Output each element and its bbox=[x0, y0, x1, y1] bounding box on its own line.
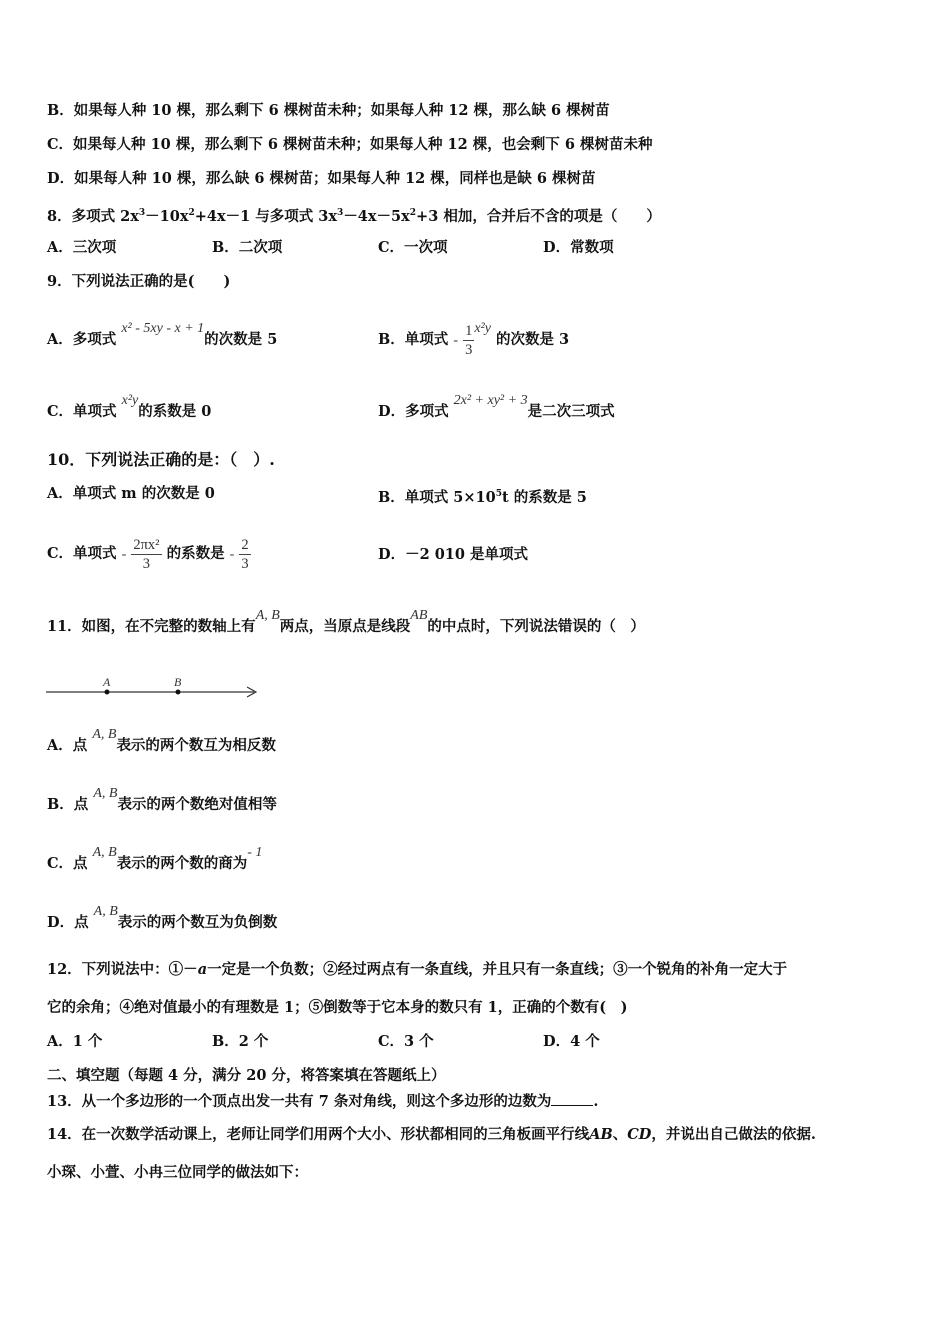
q12-option-d: D．4 个 bbox=[543, 1033, 600, 1050]
q9-a-expression: x² - 5xy - x + 1 bbox=[121, 321, 205, 336]
q10-c-coefficient: $\frac{2}{3}$ bbox=[241, 536, 249, 572]
q8-option-c: C．一次项 bbox=[378, 239, 448, 256]
q10-option-a: A．单项式 m 的次数是 0 bbox=[47, 485, 215, 502]
q8-option-a: A．三次项 bbox=[47, 239, 117, 256]
point-a bbox=[105, 690, 110, 695]
q14-stem-line1: 14．在一次数学活动课上，老师让同学们用两个大小、形状都相同的三角板画平行线AB、CD，并说出自己做法的依据. bbox=[47, 1126, 816, 1143]
q12-option-b: B．2 个 bbox=[212, 1033, 269, 1050]
q10-option-b: B．单项式 $5\times 10^5t$ 的系数是 5 bbox=[378, 488, 587, 506]
q9-c-expression: x²y bbox=[121, 393, 139, 408]
q12-stem-line2: 它的余角；④绝对值最小的有理数是 1；⑤倒数等于它本身的数只有 1，正确的个数有( ) bbox=[47, 999, 628, 1016]
q10-c-fraction: $\frac{\text{2πx²}}{3}$ bbox=[133, 536, 160, 572]
q14-stem-line2: 小琛、小萱、小冉三位同学的做法如下： bbox=[47, 1164, 308, 1181]
q11-option-b: B．点 A, B表示的两个数绝对值相等 bbox=[47, 786, 277, 813]
q7-option-b: B．如果每人种 10 棵，那么剩下 6 棵树苗未种；如果每人种 12 棵，那么缺 6 棵树苗 bbox=[47, 102, 610, 119]
q8-option-b: B．二次项 bbox=[212, 239, 283, 256]
q8-option-d: D．常数项 bbox=[543, 239, 614, 256]
q9-option-c: C．单项式 x²y的系数是 0 bbox=[47, 393, 212, 420]
q11-option-a: A．点 A, B表示的两个数互为相反数 bbox=[47, 727, 276, 754]
q9-stem: 9．下列说法正确的是( ) bbox=[47, 273, 231, 290]
number-line-figure bbox=[44, 672, 264, 702]
q12-stem-line1: 12．下列说法中：①－a一定是一个负数；②经过两点有一条直线，并且只有一条直线；③一个锐角的补角一定大于 bbox=[47, 961, 788, 978]
q9-b-fraction: $\frac{1}{3}$ bbox=[465, 322, 473, 358]
q13-stem: 13．从一个多边形的一个顶点出发一共有 7 条对角线，则这个多边形的边数为 . bbox=[47, 1093, 599, 1110]
q11-option-c: C．点 A, B表示的两个数的商为- 1 bbox=[47, 845, 263, 872]
q7-option-c: C．如果每人种 10 棵，那么剩下 6 棵树苗未种；如果每人种 12 棵，也会剩下 6 棵树苗未种 bbox=[47, 136, 653, 153]
q12-option-c: C．3 个 bbox=[378, 1033, 434, 1050]
q7-option-d: D．如果每人种 10 棵，那么缺 6 棵树苗；如果每人种 12 棵，同样也是缺 6 棵树苗 bbox=[47, 170, 596, 187]
q10-option-d: D．－2 010 是单项式 bbox=[378, 546, 529, 563]
q10-stem: 10．下列说法正确的是：（ ）. bbox=[47, 450, 275, 469]
q12-option-a: A．1 个 bbox=[47, 1033, 103, 1050]
q11-stem: 11．如图，在不完整的数轴上有A, B两点，当原点是线段AB的中点时，下列说法错误的（ ） bbox=[47, 608, 645, 635]
q10-option-c: C．单项式 - $\frac{\text{2πx²}}{3}$ 的系数是 - $\frac{2}{3}$ bbox=[47, 536, 249, 572]
q9-option-d: D．多项式 2x² + xy² + 3是二次三项式 bbox=[378, 393, 615, 420]
q9-option-a: A．多项式 x² - 5xy - x + 1的次数是 5 bbox=[47, 321, 278, 348]
q9-d-expression: 2x² + xy² + 3 bbox=[453, 393, 528, 408]
point-b-label: B bbox=[174, 675, 182, 689]
q9-option-b: B．单项式 - $\frac{1}{3}$ x²y 的次数是 3 bbox=[378, 321, 570, 358]
point-b bbox=[176, 690, 181, 695]
point-a-label: A bbox=[103, 675, 111, 689]
section-heading: 二、填空题（每题 4 分，满分 20 分，将答案填在答题纸上） bbox=[47, 1067, 446, 1084]
q13-answer-blank[interactable] bbox=[551, 1091, 593, 1106]
q11-option-d: D．点 A, B表示的两个数互为负倒数 bbox=[47, 904, 278, 931]
q8-stem: 8．多项式 $2x^3-10x^2+4x-1$ 与多项式 $3x^3-4x-5x^2+3$ 相加，合并后不含的项是（ ） bbox=[47, 207, 661, 225]
